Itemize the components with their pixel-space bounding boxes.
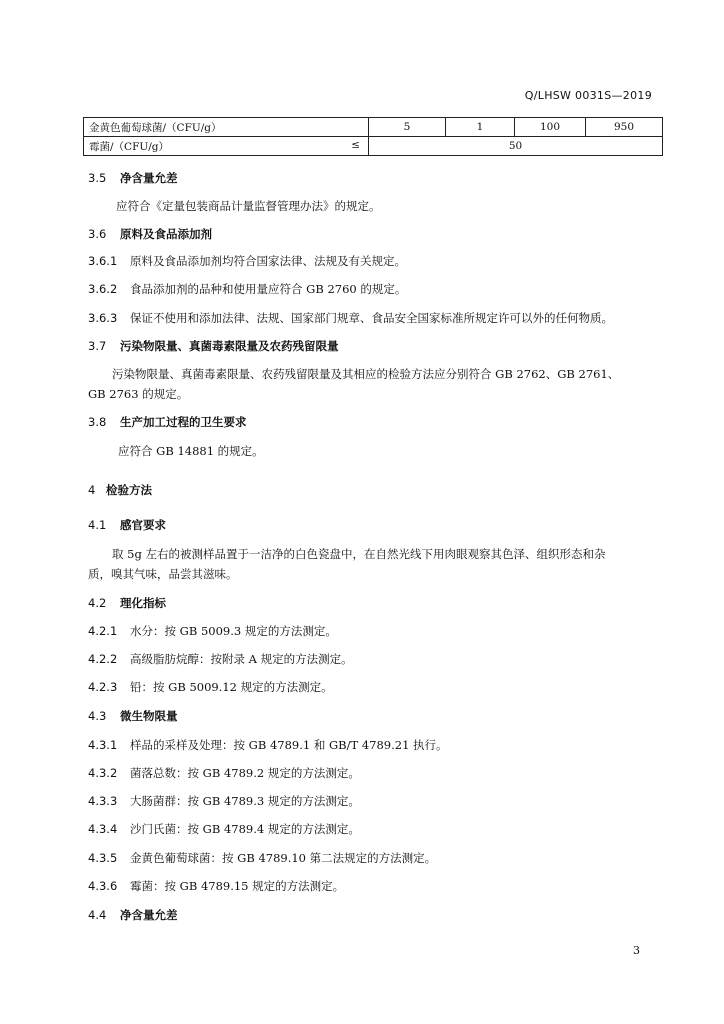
clause-number: 4.2.3 <box>88 680 118 694</box>
clause-text: 原料及食品添加剂均符合国家法律、法规及有关规定。 <box>130 254 406 268</box>
microbe-limit-table <box>83 117 663 156</box>
section-4-1-text-line2: 质，嗅其气味，品尝其滋味。 <box>88 567 238 581</box>
section-3-8-heading <box>88 414 247 430</box>
section-4-1-heading <box>88 517 166 533</box>
section-number: 3.6 <box>88 227 107 241</box>
section-number: 4.3 <box>88 709 107 723</box>
table-cell-M: 950 <box>586 118 663 137</box>
table-row <box>84 118 663 137</box>
clause-text: 大肠菌群：按 GB 4789.3 规定的方法测定。 <box>130 794 360 808</box>
table-cell-name <box>84 137 369 156</box>
clause-3-6-3 <box>88 310 613 326</box>
section-title: 生产加工过程的卫生要求 <box>120 415 247 429</box>
clause-number: 4.3.1 <box>88 738 118 752</box>
table-cell-value: 50 <box>369 137 663 156</box>
section-title: 感官要求 <box>120 518 166 532</box>
section-4-4-heading <box>88 907 178 923</box>
clause-4-3-6 <box>88 878 344 894</box>
clause-4-3-5 <box>88 850 436 866</box>
table-row <box>84 137 663 156</box>
section-title: 净含量允差 <box>120 171 178 185</box>
less-equal-sign: ≤ <box>351 138 360 151</box>
clause-number: 3.6.3 <box>88 311 118 325</box>
section-3-7-heading <box>88 338 339 354</box>
section-number: 4.4 <box>88 908 107 922</box>
section-3-7-text-line1: 污染物限量、真菌毒素限量、农药残留限量及其相应的检验方法应分别符合 GB 2762、GB 2761、 <box>112 367 620 381</box>
clause-number: 4.2.2 <box>88 652 118 666</box>
clause-4-3-4 <box>88 821 360 837</box>
section-number: 3.7 <box>88 339 107 353</box>
section-number: 4.1 <box>88 518 107 532</box>
table-cell-c: 1 <box>446 118 515 137</box>
section-3-5-text: 应符合《定量包装商品计量监督管理办法》的规定。 <box>116 199 381 213</box>
clause-number: 4.2.1 <box>88 624 118 638</box>
section-number: 4.2 <box>88 596 107 610</box>
clause-text: 霉菌：按 GB 4789.15 规定的方法测定。 <box>130 879 345 893</box>
clause-number: 4.3.3 <box>88 794 118 808</box>
section-3-6-heading <box>88 226 212 242</box>
section-number: 4 <box>88 483 96 497</box>
clause-number: 4.3.2 <box>88 766 118 780</box>
clause-number: 3.6.2 <box>88 282 118 296</box>
clause-text: 金黄色葡萄球菌：按 GB 4789.10 第二法规定的方法测定。 <box>130 851 437 865</box>
table-cell-m: 100 <box>515 118 586 137</box>
clause-number: 3.6.1 <box>88 254 118 268</box>
section-4-2-heading <box>88 595 166 611</box>
clause-text: 菌落总数：按 GB 4789.2 规定的方法测定。 <box>130 766 360 780</box>
table-row-label: 霉菌/（CFU/g） <box>89 140 169 153</box>
clause-text: 食品添加剂的品种和使用量应符合 GB 2760 的规定。 <box>130 282 407 296</box>
section-3-5-heading <box>88 170 178 186</box>
clause-4-2-1 <box>88 623 337 639</box>
section-title: 净含量允差 <box>120 908 178 922</box>
clause-text: 水分：按 GB 5009.3 规定的方法测定。 <box>130 624 337 638</box>
section-4-heading <box>88 482 152 498</box>
clause-4-2-3 <box>88 679 333 695</box>
clause-number: 4.3.6 <box>88 879 118 893</box>
section-title: 理化指标 <box>120 596 166 610</box>
section-4-3-heading <box>88 708 178 724</box>
section-3-8-text: 应符合 GB 14881 的规定。 <box>118 444 264 458</box>
clause-4-3-3 <box>88 793 360 809</box>
section-title: 污染物限量、真菌毒素限量及农药残留限量 <box>120 339 339 353</box>
clause-4-2-2 <box>88 651 353 667</box>
section-title: 原料及食品添加剂 <box>120 227 212 241</box>
table-cell-name: 金黄色葡萄球菌/（CFU/g） <box>84 118 369 137</box>
section-number: 3.5 <box>88 171 107 185</box>
section-title: 微生物限量 <box>120 709 178 723</box>
clause-4-3-1 <box>88 737 448 753</box>
clause-text: 样品的采样及处理：按 GB 4789.1 和 GB/T 4789.21 执行。 <box>130 738 448 752</box>
clause-text: 保证不使用和添加法律、法规、国家部门规章、食品安全国家标准所规定许可以外的任何物质。 <box>130 311 613 325</box>
section-title: 检验方法 <box>106 483 152 497</box>
clause-text: 高级脂肪烷醇：按附录 A 规定的方法测定。 <box>130 652 353 666</box>
clause-text: 沙门氏菌：按 GB 4789.4 规定的方法测定。 <box>130 822 360 836</box>
section-4-1-text-line1: 取 5g 左右的被测样品置于一洁净的白色瓷盘中，在自然光线下用肉眼观察其色泽、组织形态和杂 <box>112 547 606 561</box>
standard-code: Q/LHSW 0031S—2019 <box>524 89 652 102</box>
table-cell-n: 5 <box>369 118 446 137</box>
clause-4-3-2 <box>88 765 360 781</box>
clause-text: 铅：按 GB 5009.12 规定的方法测定。 <box>130 680 333 694</box>
section-3-7-text-line2: GB 2763 的规定。 <box>88 387 189 401</box>
clause-3-6-1 <box>88 253 406 269</box>
page-number: 3 <box>633 944 640 957</box>
clause-3-6-2 <box>88 281 406 297</box>
section-number: 3.8 <box>88 415 107 429</box>
clause-number: 4.3.5 <box>88 851 118 865</box>
clause-number: 4.3.4 <box>88 822 118 836</box>
